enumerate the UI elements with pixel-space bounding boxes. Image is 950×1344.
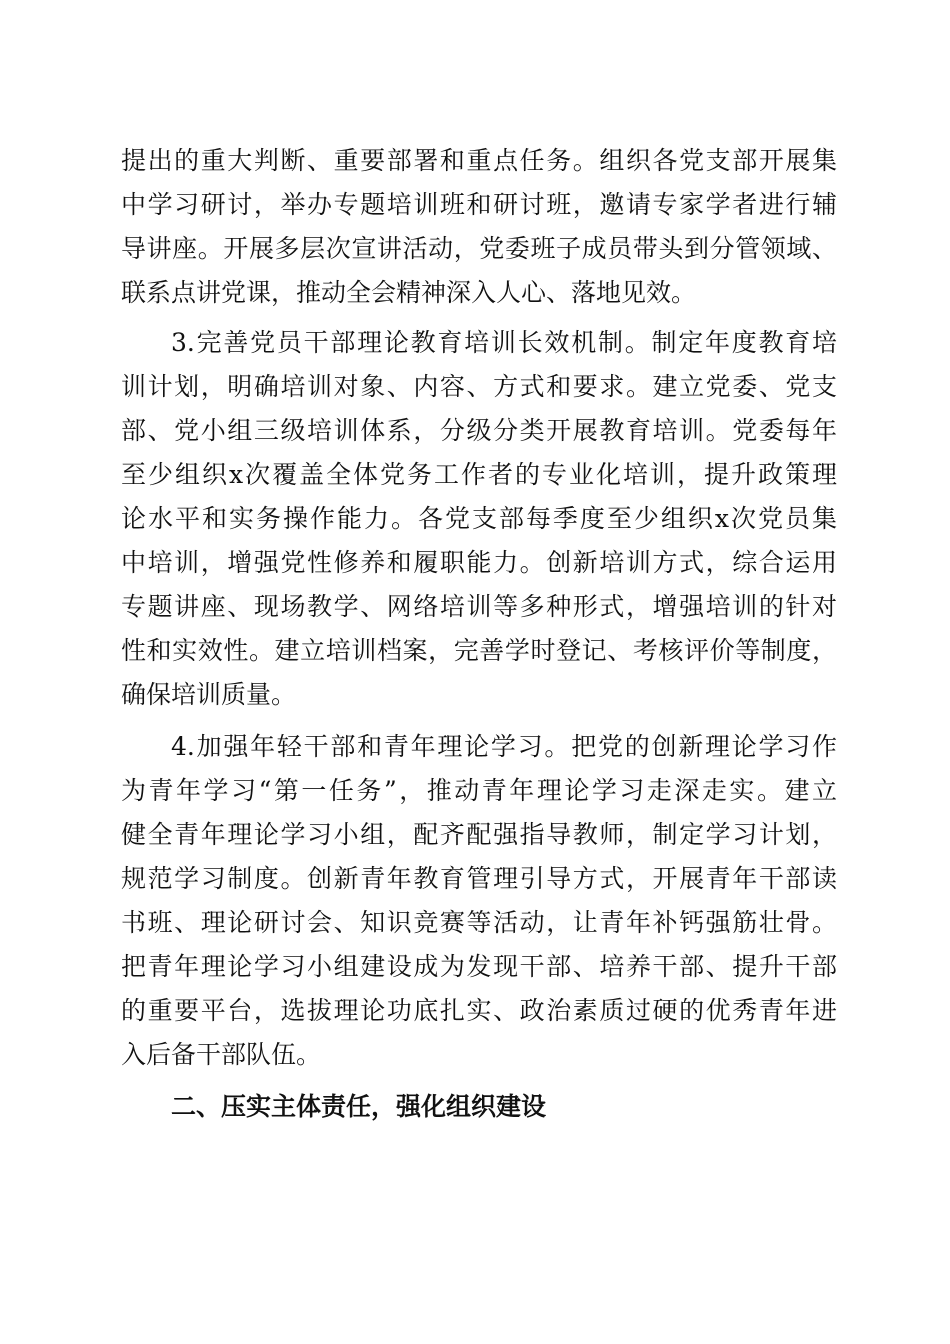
paragraph-line: 的重要平台，选拔理论功底扎实、政治素质过硬的优秀青年进 <box>121 996 837 1025</box>
paragraph-line: 性和实效性。建立培训档案，完善学时登记、考核评价等制度， <box>121 636 837 665</box>
paragraph-line: 专题讲座、现场教学、网络培训等多种形式，增强培训的针对 <box>121 592 837 621</box>
paragraph-line: 书班、理论研讨会、知识竞赛等活动，让青年补钙强筋壮骨。 <box>121 908 837 937</box>
paragraph-line: 3.完善党员干部理论教育培训长效机制。制定年度教育培 <box>171 328 837 357</box>
paragraph-line: 中培训，增强党性修养和履职能力。创新培训方式，综合运用 <box>121 548 837 577</box>
paragraph-line: 健全青年理论学习小组，配齐配强指导教师，制定学习计划， <box>121 820 837 849</box>
paragraph-line: 联系点讲党课，推动全会精神深入人心、落地见效。 <box>121 278 697 307</box>
paragraph-line: 至少组织x次覆盖全体党务工作者的专业化培训，提升政策理 <box>121 460 837 489</box>
paragraph-line: 中学习研讨，举办专题培训班和研讨班，邀请专家学者进行辅 <box>121 190 837 219</box>
paragraph-line: 导讲座。开展多层次宣讲活动，党委班子成员带头到分管领域、 <box>121 234 837 263</box>
paragraph-line: 4.加强年轻干部和青年理论学习。把党的创新理论学习作 <box>171 732 837 761</box>
paragraph-line: 训计划，明确培训对象、内容、方式和要求。建立党委、党支 <box>121 372 837 401</box>
paragraph-1 <box>121 139 837 315</box>
paragraph-line: 确保培训质量。 <box>121 680 297 709</box>
paragraph-line: 把青年理论学习小组建设成为发现干部、培养干部、提升干部 <box>121 952 837 981</box>
paragraph-line: 规范学习制度。创新青年教育管理引导方式，开展青年干部读 <box>121 864 837 893</box>
paragraph-line: 入后备干部队伍。 <box>121 1040 322 1069</box>
paragraph-line: 提出的重大判断、重要部署和重点任务。组织各党支部开展集 <box>121 146 837 175</box>
section-heading: 二、压实主体责任，强化组织建设 <box>171 1092 547 1121</box>
paragraph-2 <box>121 321 837 717</box>
paragraph-line: 论水平和实务操作能力。各党支部每季度至少组织x次党员集 <box>121 504 837 533</box>
paragraph-line: 部、党小组三级培训体系，分级分类开展教育培训。党委每年 <box>121 416 837 445</box>
paragraph-line: 为青年学习“第一任务”，推动青年理论学习走深走实。建立 <box>121 776 837 805</box>
paragraph-3 <box>121 725 837 1077</box>
